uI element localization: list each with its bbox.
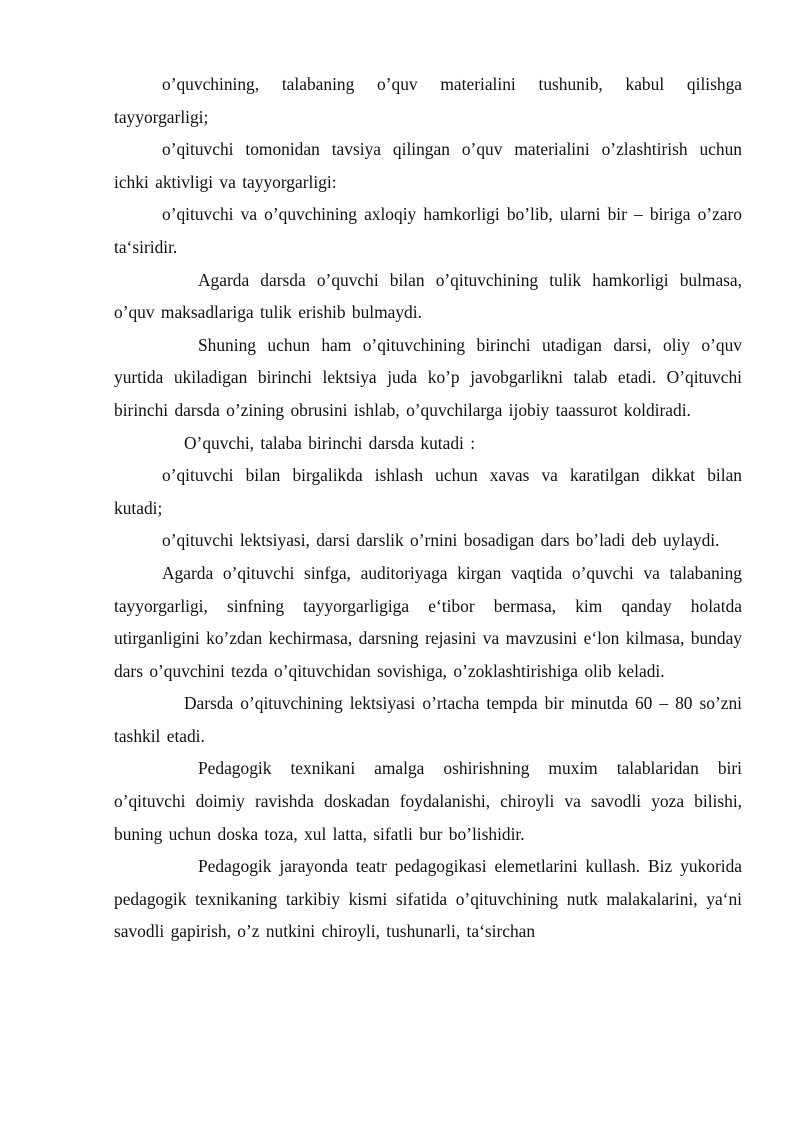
paragraph-lecture-tempo: Darsda o’qituvchining lektsiyasi o’rtacha tempda bir minutda 60 – 80 so’zni tashkil etadi. [114,693,742,746]
paragraph-student-expects: O’quvchi, talaba birinchi darsda kutadi : [184,432,476,453]
paragraph-expects-interest: o’qituvchi bilan birgalikda ishlash uchun xavas va karatilgan dikkat bilan kutadi; [114,465,742,518]
paragraph-classroom-entry: Agarda o’qituvchi sinfga, auditoriyaga kirgan vaqtida o’quvchi va talabaning tayyorgarligi, sinfning tayyorgarligiga e‘tibor bermasa, kim qanday holatda utirganligini ko’zdan kechirmasa, darsning rejasini va mavzusini e‘lon kilmasa, bunday dars o’quvchini tezda o’qituvchidan sovishiga, o’zoklashtirishiga olib keladi. [114,562,742,681]
paragraph-blackboard: Pedagogik texnikani amalga oshirishning muxim talablaridan biri o’qituvchi doimiy ravishda doskadan foydalanishi, chiroyli va savodli yoza bilishi, buning uchun doska toza, xul latta, sifatli bur bo’lishidir. [114,758,742,844]
paragraph-agarda: Agarda darsda o’quvchi bilan o’qituvchining tulik hamkorligi bulmasa, o’quv maksadlariga tulik erishib bulmaydi. [114,269,742,323]
paragraph-theatre-pedagogy: Pedagogik jarayonda teatr pedagogikasi elemetlarini kullash. Biz yukorida pedagogik texnikaning tarkibiy kismi sifatida o’qituvchining nutk malakalarini, ya‘ni savodli gapirish, o’z nutkini chiroyli, tushunarli, ta‘sirchan [114,856,742,942]
document-page [114,68,742,948]
paragraph-expects-lecture: o’qituvchi lektsiyasi, darsi darslik o’rnini bosadigan dars bo’ladi deb uylaydi. [162,530,720,551]
paragraph-readiness: o’quvchining, talabaning o’quv materialini tushunib, kabul qilishga tayyorgarligi; [114,74,742,127]
paragraph-activity: o’qituvchi tomonidan tavsiya qilingan o’quv materialini o’zlashtirish uchun ichki aktivligi va tayyorgarligi: [114,139,742,192]
paragraph-cooperation: o’qituvchi va o’quvchining axloqiy hamkorligi bo’lib, ularni bir – biriga o’zaro ta‘siridir. [114,204,742,257]
paragraph-first-lesson: Shuning uchun ham o’qituvchining birinchi utadigan darsi, oliy o’quv yurtida ukiladigan birinchi lektsiya juda ko’p javobgarlikni talab etadi. O’qituvchi birinchi darsda o’zining obrusini ishlab, o’quvchilarga ijobiy taassurot koldiradi. [114,334,742,420]
